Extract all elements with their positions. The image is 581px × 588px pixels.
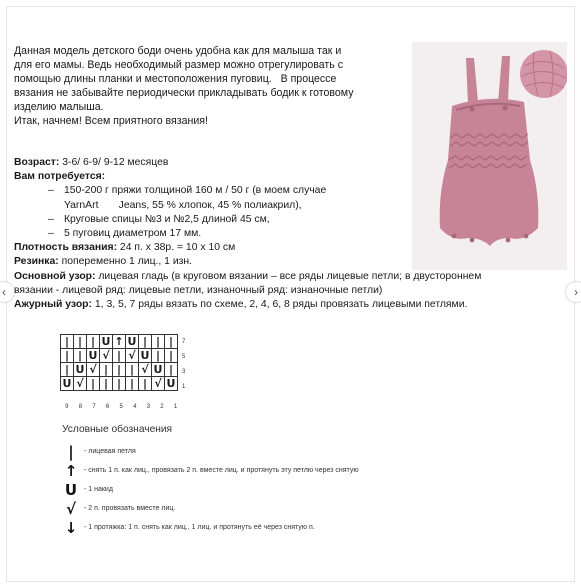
intro-line: для его мамы. Ведь необходимый размер можно отрегулировать с bbox=[14, 59, 344, 71]
intro-line: вязания не забывайте периодически прикладывать бодик к готовому bbox=[14, 87, 354, 99]
chart-cell: U bbox=[126, 335, 139, 349]
legend-text: - 1 накид bbox=[84, 486, 113, 493]
col-number: 8 bbox=[78, 404, 83, 410]
density-label: Плотность вязания: bbox=[14, 242, 118, 254]
yarn-over-icon: U bbox=[64, 480, 78, 499]
legend-text: - 2 п. провязать вместе лиц. bbox=[84, 505, 176, 512]
chart-cell: U bbox=[74, 363, 87, 377]
chart-row bbox=[61, 363, 178, 377]
legend-text: - снять 1 п. как лиц., провязать 2 п. вместе лиц. и протянуть эту петлю через снятую bbox=[84, 467, 359, 474]
chart-cell: | bbox=[74, 349, 87, 363]
col-number: 6 bbox=[105, 404, 110, 410]
needs-item: – 5 пуговиц диаметром 17 мм. bbox=[64, 227, 414, 241]
lace-chart-grid bbox=[60, 334, 178, 391]
chart-cell: √ bbox=[74, 377, 87, 391]
next-arrow-button[interactable]: › bbox=[566, 282, 581, 302]
intro-line: помощью длины планки и местоположения пуговиц. В процессе bbox=[14, 73, 337, 85]
chart-cell: | bbox=[126, 377, 139, 391]
lace-pattern-label: Ажурный узор: bbox=[14, 299, 92, 311]
col-number: 4 bbox=[133, 404, 137, 410]
col-number: 1 bbox=[173, 404, 178, 410]
intro-line: Итак, начнем! Всем приятного вязания! bbox=[14, 115, 208, 127]
yarn-ball bbox=[520, 50, 567, 98]
needs-item: – 150-200 г пряжи толщиной 160 м / 50 г (в моем случае bbox=[64, 184, 414, 198]
chart-cell: | bbox=[165, 363, 178, 377]
col-number: 3 bbox=[146, 404, 151, 410]
chart-cell: U bbox=[165, 377, 178, 391]
chart-col-numbers bbox=[60, 404, 182, 410]
chart-cell: | bbox=[100, 377, 113, 391]
chart-cell: | bbox=[152, 335, 165, 349]
intro-line: изделию малыша. bbox=[14, 101, 104, 113]
needs-item: – Круговые спицы №3 и №2,5 длиной 45 см, bbox=[64, 213, 414, 227]
col-number: 2 bbox=[160, 404, 164, 410]
chart-cell: U bbox=[87, 349, 100, 363]
needs-item: YarnArt Jeans, 55 % хлопок, 45 % полиакрил), bbox=[64, 199, 302, 211]
arrow-down-icon: ↓ bbox=[64, 518, 78, 537]
density-row bbox=[14, 241, 414, 255]
k2tog-icon: √ bbox=[65, 499, 76, 518]
chart-cell: | bbox=[139, 335, 152, 349]
legend-item-k2tog bbox=[62, 499, 359, 518]
chart-cell: | bbox=[87, 335, 100, 349]
legend-item-ssk bbox=[62, 518, 359, 537]
chart-cell: | bbox=[165, 335, 178, 349]
density-value: 24 п. х 38р. = 10 х 10 см bbox=[117, 242, 236, 254]
legend-item-knit bbox=[62, 442, 359, 461]
chart-cell: U bbox=[139, 349, 152, 363]
legend-text: - 1 протяжка: 1 п. снять как лиц., 1 лиц. и протянуть её через снятую п. bbox=[84, 524, 315, 531]
main-pattern-row bbox=[14, 270, 569, 284]
legend bbox=[62, 442, 359, 537]
chart-cell: √ bbox=[139, 363, 152, 377]
chart-cell: | bbox=[126, 363, 139, 377]
chart-cell: U bbox=[152, 363, 165, 377]
age-value: 3-6/ 6-9/ 9-12 месяцев bbox=[59, 157, 169, 168]
intro-line: Данная модель детского боди очень удобна как для малыша так и bbox=[14, 45, 342, 57]
chart-cell: U bbox=[61, 377, 74, 391]
prev-arrow-button[interactable]: ‹ bbox=[0, 282, 14, 302]
row-number: 7 bbox=[182, 339, 186, 345]
lace-chart bbox=[60, 334, 178, 391]
knitted-romper-illustration bbox=[412, 42, 567, 270]
chart-cell: | bbox=[165, 349, 178, 363]
intro-text bbox=[14, 44, 406, 128]
pattern-description bbox=[14, 270, 569, 313]
chart-cell: | bbox=[113, 377, 126, 391]
legend-item-yarn-over bbox=[62, 480, 359, 499]
legend-item-double-decrease bbox=[62, 461, 359, 480]
chart-cell: √ bbox=[87, 363, 100, 377]
chart-cell: | bbox=[113, 363, 126, 377]
col-number: 9 bbox=[65, 404, 69, 410]
chart-cell: U bbox=[100, 335, 113, 349]
legend-title: Условные обозначения bbox=[62, 424, 173, 435]
arrow-up-icon: ↑ bbox=[64, 461, 78, 480]
age-row bbox=[14, 156, 414, 170]
col-number: 5 bbox=[119, 404, 123, 410]
chart-row bbox=[61, 335, 178, 349]
chart-cell: | bbox=[139, 377, 152, 391]
specs bbox=[14, 156, 414, 270]
chart-cell: √ bbox=[100, 349, 113, 363]
chart-cell: ↑ bbox=[114, 335, 124, 348]
needs-label: Вам потребуется: bbox=[14, 171, 106, 183]
rib-label: Резинка: bbox=[14, 256, 59, 268]
main-pattern-value: лицевая гладь (в круговом вязании – все ряды лицевые петли; в двустороннем bbox=[95, 271, 482, 282]
lace-pattern-value: 1, 3, 5, 7 ряды вязать по схеме, 2, 4, 6, 8 ряды провязать лицевыми петлями. bbox=[92, 299, 468, 311]
row-number: 5 bbox=[182, 354, 186, 360]
chart-row-numbers bbox=[182, 335, 185, 395]
main-pattern-row-2: вязании - лицевой ряд: лицевые петли, изнаночный ряд: изнаночные петли) bbox=[14, 285, 383, 297]
age-label: Возраст: bbox=[14, 157, 60, 168]
chart-cell: | bbox=[87, 377, 100, 391]
row-number: 1 bbox=[182, 384, 186, 390]
needs-list bbox=[14, 184, 414, 241]
main-pattern-label: Основной узор: bbox=[14, 271, 96, 282]
col-number: 7 bbox=[92, 404, 96, 410]
chart-cell: | bbox=[61, 363, 74, 377]
rib-value: попеременно 1 лиц., 1 изн. bbox=[58, 256, 193, 268]
product-photo bbox=[412, 42, 567, 270]
chart-cell: | bbox=[152, 349, 165, 363]
chart-cell: √ bbox=[152, 377, 165, 391]
chart-cell: √ bbox=[126, 349, 139, 363]
chart-row bbox=[61, 349, 178, 363]
chart-row bbox=[61, 377, 178, 391]
legend-text: - лицевая петля bbox=[84, 448, 136, 455]
needs-row bbox=[14, 170, 414, 184]
chart-cell: | bbox=[113, 349, 126, 363]
knit-stitch-icon: | bbox=[68, 442, 74, 461]
chart-cell: | bbox=[61, 335, 74, 349]
row-number: 3 bbox=[182, 369, 186, 375]
chart-cell: | bbox=[74, 335, 87, 349]
rib-row bbox=[14, 255, 414, 269]
chart-cell: | bbox=[61, 349, 74, 363]
chart-cell: | bbox=[100, 363, 113, 377]
lace-pattern-row bbox=[14, 298, 569, 312]
